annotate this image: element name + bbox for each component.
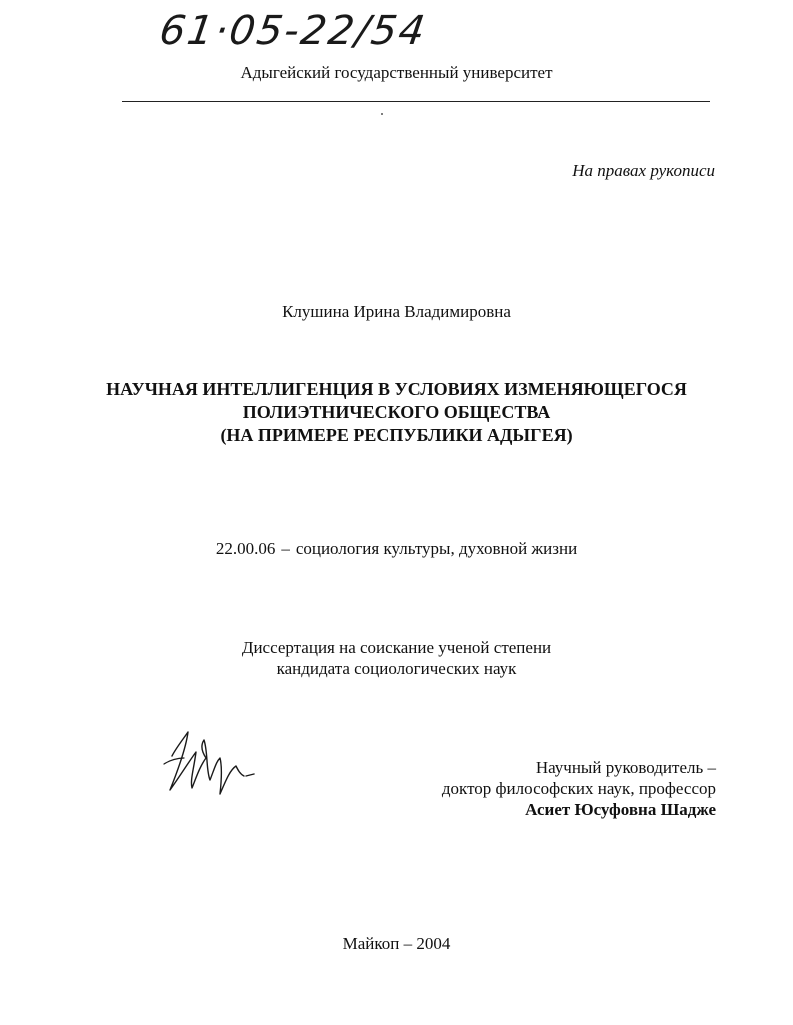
archive-code-handwritten: 61·05-22/54 — [156, 8, 430, 54]
rights-note: На правах рукописи — [572, 161, 715, 180]
place-and-year: Майкоп – 2004 — [342, 934, 451, 953]
specialty — [0, 539, 793, 559]
handwritten-signature — [150, 718, 270, 808]
supervisor-block — [442, 757, 716, 820]
specialty-code: 22.00.06 — [215, 539, 276, 558]
university-name: Адыгейский государственный университет — [240, 63, 553, 82]
author-name: Клушина Ирина Владимировна — [282, 302, 511, 321]
title-line: (НА ПРИМЕРЕ РЕСПУБЛИКИ АДЫГЕЯ) — [220, 425, 573, 445]
supervisor-role: Научный руководитель – — [535, 758, 716, 777]
title-line: НАУЧНАЯ ИНТЕЛЛИГЕНЦИЯ В УСЛОВИЯХ ИЗМЕНЯЮЩЕГОСЯ — [106, 379, 687, 399]
dissertation-title — [0, 378, 793, 447]
supervisor-name: Асиет Юсуфовна Шадже — [525, 800, 716, 819]
degree-line: Диссертация на соискание ученой степени — [241, 638, 552, 657]
title-line: ПОЛИЭТНИЧЕСКОГО ОБЩЕСТВА — [242, 402, 551, 422]
degree-line: кандидата социологических наук — [276, 659, 517, 678]
supervisor-degree: доктор философских наук, профессор — [441, 779, 716, 798]
specialty-separator: – — [281, 539, 290, 558]
specialty-name: социология культуры, духовной жизни — [295, 539, 578, 558]
header-divider — [122, 101, 710, 102]
degree-statement — [0, 637, 793, 679]
scan-speck — [381, 113, 383, 115]
